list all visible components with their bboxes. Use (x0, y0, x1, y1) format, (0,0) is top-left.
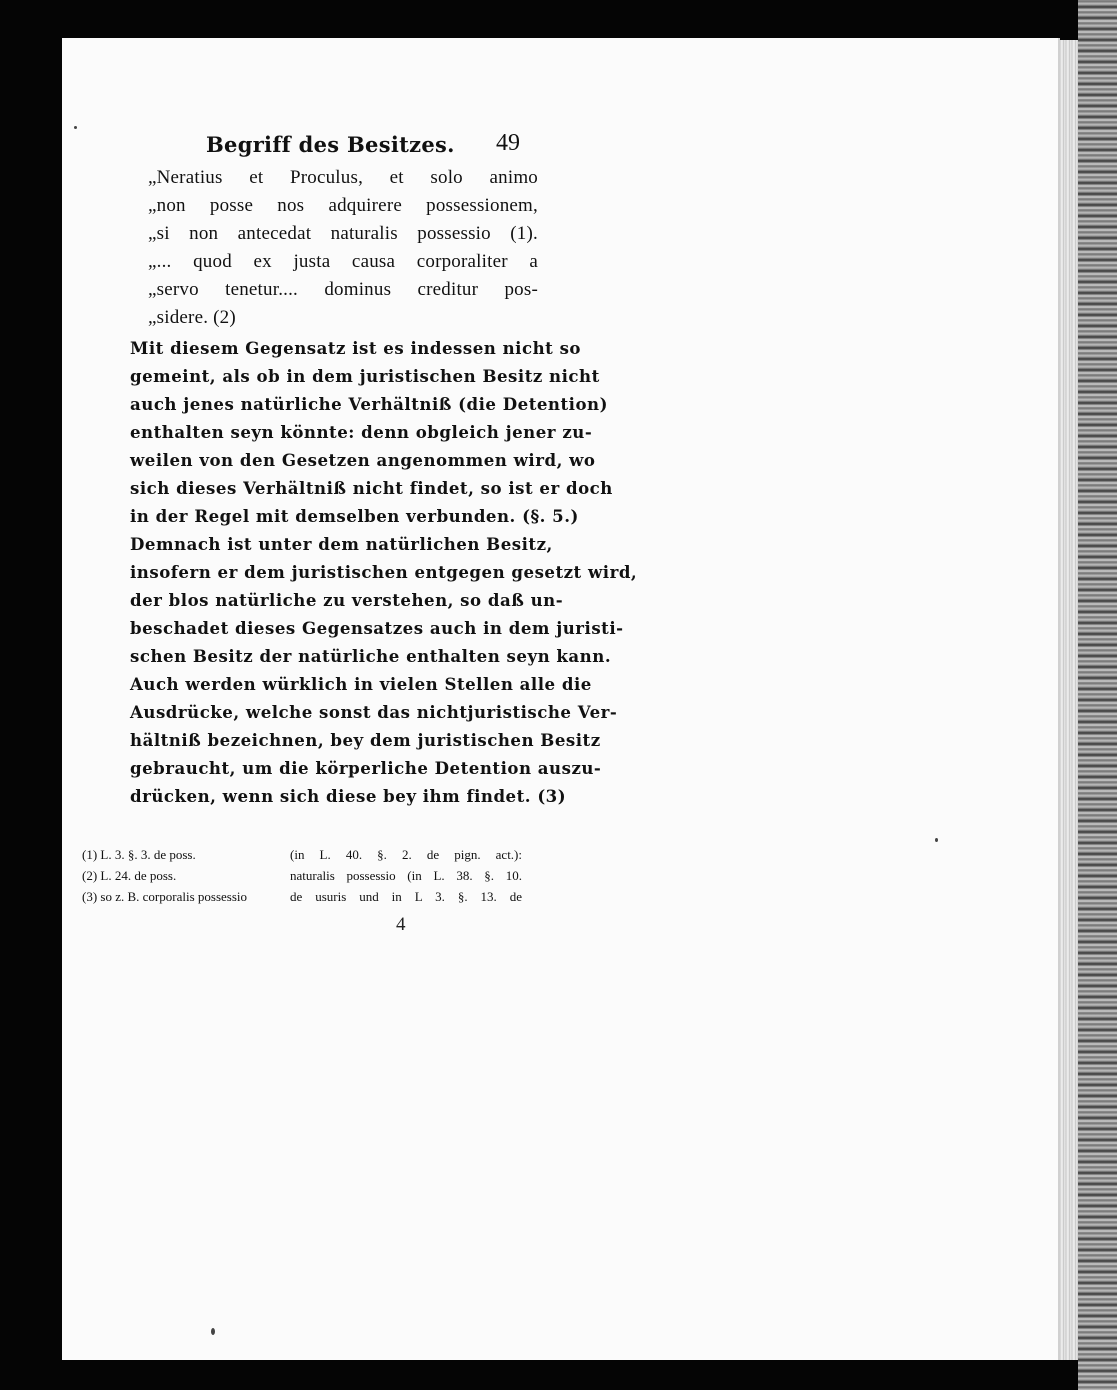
footnote-line: (in L. 40. §. 2. de pign. act.): (290, 847, 522, 862)
text-line: Ausdrücke, welche sonst das nichtjuristische Ver- (130, 702, 618, 722)
text-line: „servo tenetur.... dominus creditur pos- (148, 279, 538, 300)
text-line: schen Besitz der natürliche enthalten seyn kann. (130, 646, 612, 666)
text-line: Auch werden würklich in vielen Stellen alle die (130, 674, 592, 694)
footnote-line: de usuris und in L 3. §. 13. de (290, 889, 522, 904)
footnotes-right-column (290, 844, 522, 907)
deckle-edge (1078, 0, 1117, 1390)
text-line: gebraucht, um die körperliche Detention auszu- (130, 758, 602, 778)
page-edge (1058, 40, 1078, 1360)
text-line: „Neratius et Proculus, et solo animo (148, 167, 538, 188)
text-line: enthalten seyn könnte: denn obgleich jener zu- (130, 422, 593, 442)
text-line: Demnach ist unter dem natürlichen Besitz, (130, 534, 553, 554)
footnote-line: (2) L. 24. de poss. (82, 868, 177, 883)
running-head: Begriff des Besitzes. (206, 132, 455, 157)
text-line: drücken, wenn sich diese bey ihm findet. (3) (130, 786, 567, 806)
text-line: insofern er dem juristischen entgegen gesetzt wird, (130, 562, 638, 582)
text-line: „si non antecedat naturalis possessio (1). (148, 223, 538, 244)
footnote-line: naturalis possessio (in L. 38. §. 10. (290, 868, 522, 883)
signature-mark: 4 (396, 914, 406, 935)
footnotes-left-column (82, 844, 282, 907)
text-line: der blos natürliche zu verstehen, so daß un- (130, 590, 564, 610)
footnote-line: (3) so z. B. corporalis possessio (82, 889, 248, 904)
print-speck (211, 1328, 215, 1335)
text-line: „sidere. (2) (148, 307, 236, 328)
text-line: hältniß bezeichnen, bey dem juristischen Besitz (130, 730, 601, 750)
text-line: gemeint, als ob in dem juristischen Besitz nicht (130, 366, 600, 386)
text-line: Mit diesem Gegensatz ist es indessen nicht so (130, 338, 581, 358)
print-speck (74, 126, 77, 129)
print-speck (935, 838, 938, 842)
footnote-line: (1) L. 3. §. 3. de poss. (82, 847, 196, 862)
page-number: 49 (496, 130, 520, 156)
text-line: „non posse nos adquirere possessionem, (148, 195, 538, 216)
book-page (62, 38, 1060, 1360)
text-line: weilen von den Gesetzen angenommen wird, wo (130, 450, 596, 470)
text-line: „... quod ex justa causa corporaliter a (148, 251, 538, 272)
text-line: auch jenes natürliche Verhältniß (die Detention) (130, 394, 608, 414)
page-header (206, 124, 520, 164)
text-line: in der Regel mit demselben verbunden. (§. 5.) (130, 506, 579, 526)
text-line: sich dieses Verhältniß nicht findet, so ist er doch (130, 478, 613, 498)
text-line: beschadet dieses Gegensatzes auch in dem juristi- (130, 618, 624, 638)
